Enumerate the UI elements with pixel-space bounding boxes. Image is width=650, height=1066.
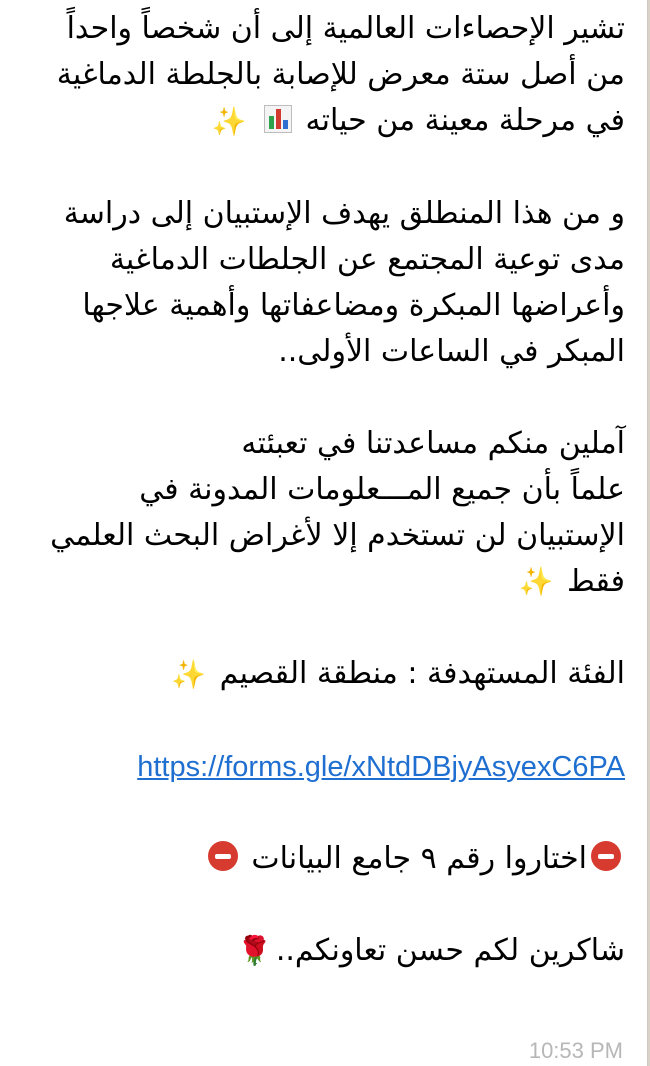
message-line: تشير الإحصاءات العالمية إلى أن شخصاً واحداً xyxy=(66,11,625,46)
message-line: علماً بأن جميع المـــعلومات المدونة في xyxy=(139,471,625,507)
stop-sign-icon xyxy=(208,841,238,871)
survey-link[interactable]: https://forms.gle/xNtdDBjyAsyexC6PA xyxy=(137,750,625,783)
message-line xyxy=(10,836,625,882)
message-line-text: في مرحلة معينة من حياته xyxy=(305,103,625,138)
message-line xyxy=(10,651,625,698)
message-line-text: شاكرين لكم حسن تعاونكم.. xyxy=(275,932,625,968)
message-line: آملين منكم مساعدتنا في تعبئته xyxy=(241,425,625,461)
message-timestamp: 10:53 PM xyxy=(528,1038,623,1063)
message-line: الإستبيان لن تستخدم إلا لأغراض البحث العلمي xyxy=(50,517,625,553)
sparkles-icon: ✨ xyxy=(211,104,247,138)
message-line: المبكر في الساعات الأولى.. xyxy=(278,333,625,369)
sparkles-icon: ✨ xyxy=(171,657,207,691)
message-line-text: الفئة المستهدفة : منطقة القصيم xyxy=(219,656,625,691)
message-line: مدى توعية المجتمع عن الجلطات الدماغية xyxy=(109,241,625,277)
message-line: من أصل ستة معرض للإصابة بالجلطة الدماغية xyxy=(56,57,625,92)
message-line xyxy=(10,928,625,975)
message-line: و من هذا المنطلق يهدف الإستبيان إلى دراسة xyxy=(63,195,625,231)
message-line xyxy=(10,98,625,145)
message-line-text: فقط xyxy=(567,563,625,599)
message-line: وأعراضها المبكرة ومضاعفاتها وأهمية علاجها xyxy=(82,287,625,323)
message-line xyxy=(10,559,625,606)
message-text xyxy=(10,6,625,974)
stop-sign-icon xyxy=(591,841,621,871)
bar-chart-emoji-icon xyxy=(264,105,292,133)
sparkles-icon: ✨ xyxy=(518,565,554,598)
rose-icon: 🌹 xyxy=(236,934,272,967)
message-line-text: اختاروا رقم ٩ جامع البيانات xyxy=(251,840,587,876)
